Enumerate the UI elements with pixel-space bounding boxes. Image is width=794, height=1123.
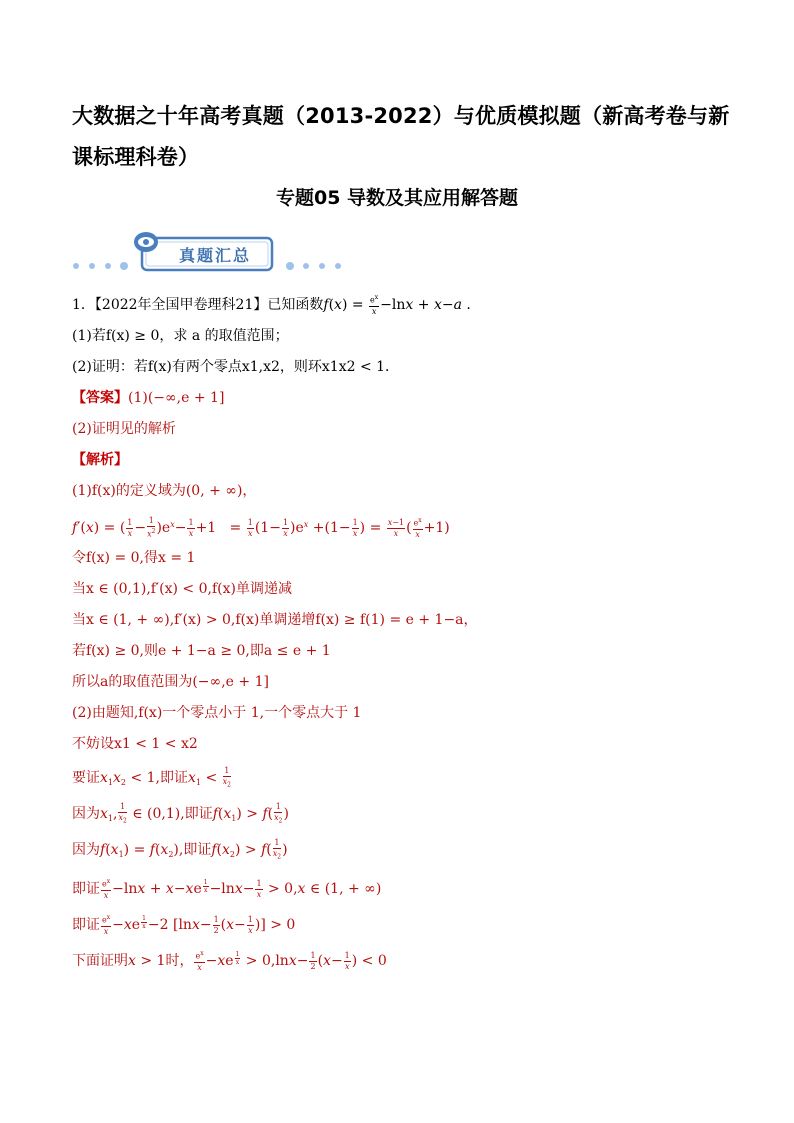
answer-line-2: (2)证明见的解析: [72, 421, 176, 437]
proof-line-5: 即证 $\frac{e^x}{x}$ −xe $^{\frac{1}{x}}$ −2 [lnx− $\frac{1}{2}$ (x− $\frac{1}{x}$ )] > 0: [72, 914, 296, 936]
topic-title: 专题05 导数及其应用解答题: [275, 187, 519, 209]
proof-line-4: 即证 $\frac{e^x}{x}$ −lnx + x−xe $^{\frac{1}{x}}$ −lnx− $\frac{1}{x}$ > 0,x ∈ (1, + ∞): [72, 878, 382, 900]
analysis-line-3: 令f(x) = 0,得x = 1: [72, 550, 196, 566]
analysis-line-9: 不妨设x1 < 1 < x2: [72, 736, 198, 752]
answer-line-1: 【答案】(1)(−∞,e + 1]: [72, 390, 225, 406]
problem-content: [72, 290, 752, 976]
proof-line-6: 下面证明x > 1时， $\frac{e^x}{x}$ −xe $^{\frac{1}{x}}$ > 0,lnx− $\frac{1}{2}$ (x− $\frac{1}{x}$ ) < 0: [72, 950, 387, 972]
proof-line-3: 因为$f(x_1) = f(x_2)$,即证$f(x_2) > f$( $\frac{1}{x_2}$ ): [72, 837, 288, 861]
function-definition: f(x) = $\frac{e^x}{x}$ −lnx + x−a: [323, 294, 462, 316]
page-title: 大数据之十年高考真题（2013-2022）与优质模拟题（新高考卷与新课标理科卷）: [72, 104, 730, 169]
analysis-line-1: (1)f(x)的定义域为(0, + ∞)，: [72, 483, 257, 499]
analysis-line-5: 当x ∈ (1, + ∞),f′(x) > 0,f(x)单调递增f(x) ≥ f(1) = e + 1−a，: [72, 612, 478, 628]
analysis-line-6: 若f(x) ≥ 0,则e + 1−a ≥ 0,即a ≤ e + 1: [72, 643, 331, 659]
eye-icon: [134, 232, 158, 252]
banner-label: 真题汇总: [178, 246, 251, 265]
analysis-line-7: 所以a的取值范围为(−∞,e + 1]: [72, 674, 269, 690]
analysis-label-line: [72, 445, 752, 476]
answer-label: 【答案】: [72, 390, 128, 406]
proof-line-2: 因为$x_1$, $\frac{1}{x_2}$ ∈ (0,1),即证$f(x_1) > f$( $\frac{1}{x_2}$ ): [72, 801, 289, 825]
analysis-line-8: (2)由题知,f(x)一个零点小于 1,一个零点大于 1: [72, 705, 362, 721]
section-banner: [68, 228, 358, 274]
derivative-line: f′(x) = ( $\frac{1}{x}$ − $\frac{1}{x^2}$ )$e^x-$ $\frac{1}{x}$ +1 = $\frac{1}{x}$ (1− $\frac{1}{x}$ )$e^x +(1-$ $\frac{1}{x}$ ) = $\frac{x-1}{x}$ ( $\frac{e^x}{x}$ +1): [72, 516, 450, 539]
problem-stem: 1．【2022年全国甲卷理科21】已知函数f(x) = $\frac{e^x}{x}$ −lnx + x−a .: [72, 294, 471, 316]
question-2: (2)证明：若f(x)有两个零点x1,x2，则环x1x2 < 1．: [72, 359, 400, 375]
proof-line-1: 要证$x_1x_2 < 1$,即证$x_1$ < $\frac{1}{x_2}$: [72, 765, 231, 789]
analysis-line-4: 当x ∈ (0,1),f′(x) < 0,f(x)单调递减: [72, 581, 292, 597]
analysis-label: 【解析】: [72, 452, 128, 468]
question-1: (1)若f(x) ≥ 0，求 a 的取值范围；: [72, 328, 289, 344]
